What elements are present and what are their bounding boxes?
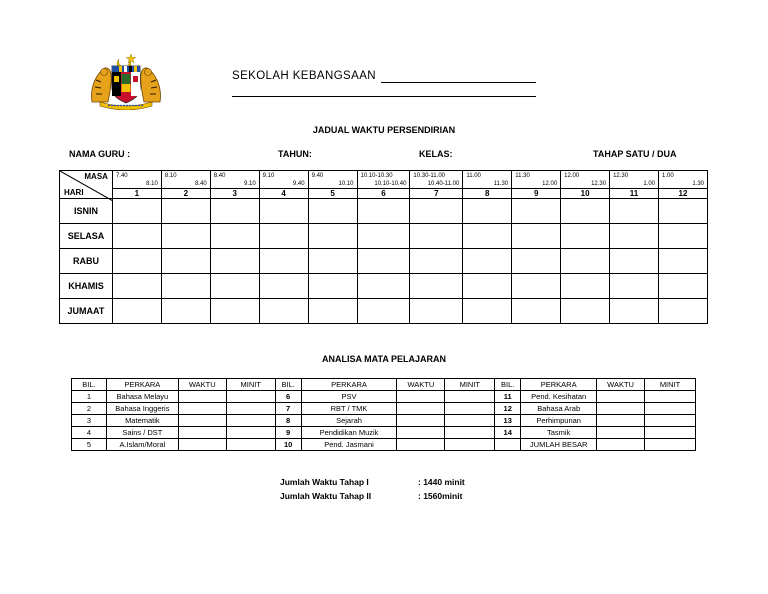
minit-cell[interactable] <box>645 403 696 415</box>
day-row <box>60 274 708 299</box>
timetable-slot[interactable] <box>308 199 357 224</box>
period-end-time: 8.40 <box>195 180 207 187</box>
period-end-time: 10.40-11.00 <box>427 180 460 187</box>
minit-cell[interactable] <box>226 391 275 403</box>
minit-cell[interactable] <box>226 403 275 415</box>
timetable-slot[interactable] <box>463 299 512 324</box>
timetable-slot[interactable] <box>512 199 561 224</box>
period-time-cell <box>357 171 410 189</box>
waktu-cell[interactable] <box>597 391 645 403</box>
timetable-slot[interactable] <box>561 224 610 249</box>
analysis-row <box>72 415 696 427</box>
timetable-slot[interactable] <box>410 199 463 224</box>
waktu-cell[interactable] <box>597 427 645 439</box>
period-number-cell: 7 <box>410 189 463 199</box>
tahap-label: TAHAP SATU / DUA <box>593 149 677 159</box>
period-number-cell: 10 <box>561 189 610 199</box>
timetable-slot[interactable] <box>210 274 259 299</box>
subject-number: 14 <box>495 427 521 439</box>
timetable-slot[interactable] <box>161 224 210 249</box>
timetable-slot[interactable] <box>308 299 357 324</box>
minit-cell[interactable] <box>445 427 495 439</box>
timetable-grid <box>59 170 708 324</box>
day-label: SELASA <box>60 224 113 249</box>
period-end-time: 12.00 <box>542 180 558 187</box>
timetable-slot[interactable] <box>659 249 708 274</box>
timetable-slot[interactable] <box>659 199 708 224</box>
nama-guru-label: NAMA GURU : <box>69 149 131 159</box>
timetable-slot[interactable] <box>357 224 410 249</box>
period-number-cell: 12 <box>659 189 708 199</box>
subject-name: Pendidikan Muzik <box>301 427 397 439</box>
timetable-slot[interactable] <box>112 274 161 299</box>
subject-name: PSV <box>301 391 397 403</box>
timetable-slot[interactable] <box>512 274 561 299</box>
period-time-cell <box>512 171 561 189</box>
minit-cell[interactable] <box>445 415 495 427</box>
timetable-slot[interactable] <box>463 224 512 249</box>
timetable-slot[interactable] <box>259 249 308 274</box>
day-label: RABU <box>60 249 113 274</box>
hari-label: HARI <box>64 188 84 197</box>
day-row <box>60 299 708 324</box>
timetable-slot[interactable] <box>410 299 463 324</box>
minit-cell[interactable] <box>226 439 275 451</box>
timetable-slot[interactable] <box>357 199 410 224</box>
timetable-slot[interactable] <box>259 299 308 324</box>
total-tahap-1-value: : 1440 minit <box>418 477 465 487</box>
period-number-cell: 1 <box>112 189 161 199</box>
period-number-cell: 11 <box>610 189 659 199</box>
period-time-cell <box>561 171 610 189</box>
analysis-header-cell: WAKTU <box>397 379 445 391</box>
subject-number: 5 <box>72 439 107 451</box>
school-address-blank-line <box>232 96 536 97</box>
period-time-cell <box>610 171 659 189</box>
timetable-slot[interactable] <box>161 299 210 324</box>
timetable-title: JADUAL WAKTU PERSENDIRIAN <box>312 125 456 135</box>
timetable-slot[interactable] <box>112 224 161 249</box>
period-start-time: 9.10 <box>262 173 275 179</box>
subject-number: 1 <box>72 391 107 403</box>
analysis-header-cell: PERKARA <box>106 379 178 391</box>
period-time-cell <box>410 171 463 189</box>
subject-number: 12 <box>495 403 521 415</box>
period-start-time: 10.30-11.00 <box>413 173 445 179</box>
timetable-slot[interactable] <box>410 274 463 299</box>
timetable-slot[interactable] <box>659 299 708 324</box>
subject-number: 4 <box>72 427 107 439</box>
period-end-time: 1.00 <box>643 180 655 187</box>
timetable-slot[interactable] <box>161 274 210 299</box>
period-start-time: 12.00 <box>564 173 580 179</box>
subject-number: 2 <box>72 403 107 415</box>
timetable-slot[interactable] <box>161 199 210 224</box>
period-start-time: 9.40 <box>311 173 324 179</box>
timetable-slot[interactable] <box>610 274 659 299</box>
period-number-cell: 8 <box>463 189 512 199</box>
total-tahap-2-value: : 1560minit <box>418 491 463 501</box>
subject-name: Pend. Jasmani <box>301 439 397 451</box>
period-number-cell: 4 <box>259 189 308 199</box>
subject-name: RBT / TMK <box>301 403 397 415</box>
timetable-slot[interactable] <box>112 249 161 274</box>
timetable-slot[interactable] <box>357 299 410 324</box>
subject-number: 13 <box>495 415 521 427</box>
coat-of-arms-logo <box>86 50 166 110</box>
school-name-label: SEKOLAH KEBANGSAAN <box>232 70 376 82</box>
timetable-slot[interactable] <box>259 274 308 299</box>
minit-cell[interactable] <box>645 415 696 427</box>
timetable-slot[interactable] <box>410 249 463 274</box>
period-time-cell <box>659 171 708 189</box>
subject-number: 8 <box>275 415 301 427</box>
waktu-cell[interactable] <box>178 427 226 439</box>
timetable-slot[interactable] <box>561 199 610 224</box>
period-start-time: 1.00 <box>662 173 674 179</box>
analysis-header-cell: BIL. <box>72 379 107 391</box>
timetable-slot[interactable] <box>308 249 357 274</box>
subject-name: A.Islam/Moral <box>106 439 178 451</box>
analysis-header-cell: MINIT <box>226 379 275 391</box>
timetable-slot[interactable] <box>561 299 610 324</box>
analysis-header-cell: PERKARA <box>521 379 597 391</box>
day-label: ISNIN <box>60 199 113 224</box>
period-time-cell <box>161 171 210 189</box>
timetable-slot[interactable] <box>210 224 259 249</box>
subject-number: 11 <box>495 391 521 403</box>
analysis-header-cell: WAKTU <box>178 379 226 391</box>
timetable-slot[interactable] <box>659 224 708 249</box>
waktu-cell[interactable] <box>397 415 445 427</box>
waktu-cell[interactable] <box>397 439 445 451</box>
period-start-time: 10.10-10.30 <box>360 173 393 179</box>
timetable-slot[interactable] <box>410 224 463 249</box>
analysis-header-cell: PERKARA <box>301 379 397 391</box>
minit-cell[interactable] <box>445 391 495 403</box>
time-header-row <box>60 171 708 189</box>
waktu-cell[interactable] <box>397 391 445 403</box>
period-number-row <box>60 189 708 199</box>
timetable-slot[interactable] <box>610 199 659 224</box>
timetable-slot[interactable] <box>308 224 357 249</box>
period-start-time: 12.30 <box>613 173 629 179</box>
period-end-time: 12.30 <box>591 180 607 187</box>
waktu-cell[interactable] <box>597 415 645 427</box>
period-start-time: 11.00 <box>466 173 481 179</box>
waktu-cell[interactable] <box>397 427 445 439</box>
period-time-cell <box>210 171 259 189</box>
day-row <box>60 199 708 224</box>
subject-name: Sains / DST <box>106 427 178 439</box>
subject-name: Bahasa Melayu <box>106 391 178 403</box>
period-end-time: 9.10 <box>243 180 256 187</box>
analysis-header-cell: BIL. <box>495 379 521 391</box>
analysis-title: ANALISA MATA PELAJARAN <box>322 354 446 364</box>
masa-label: MASA <box>84 172 108 181</box>
grand-total-label: JUMLAH BESAR <box>521 439 597 451</box>
kelas-label: KELAS: <box>419 149 453 159</box>
minit-cell[interactable] <box>445 403 495 415</box>
waktu-cell[interactable] <box>597 439 645 451</box>
period-end-time: 9.40 <box>292 180 305 187</box>
subject-number: 7 <box>275 403 301 415</box>
timetable-slot[interactable] <box>512 224 561 249</box>
minit-cell[interactable] <box>445 439 495 451</box>
period-time-cell <box>308 171 357 189</box>
timetable-slot[interactable] <box>112 299 161 324</box>
analysis-table <box>71 378 696 451</box>
analysis-header-cell: BIL. <box>275 379 301 391</box>
period-end-time: 10.10-10.40 <box>374 180 407 187</box>
masa-hari-corner-cell <box>60 171 113 199</box>
analysis-row <box>72 427 696 439</box>
day-label: KHAMIS <box>60 274 113 299</box>
timetable-slot[interactable] <box>463 249 512 274</box>
minit-cell[interactable] <box>645 439 696 451</box>
subject-name: Bahasa Inggeris <box>106 403 178 415</box>
total-tahap-1-label: Jumlah Waktu Tahap I <box>280 477 369 487</box>
timetable-slot[interactable] <box>659 274 708 299</box>
subject-name: Bahasa Arab <box>521 403 597 415</box>
analysis-row <box>72 439 696 451</box>
timetable-slot[interactable] <box>210 199 259 224</box>
minit-cell[interactable] <box>645 427 696 439</box>
total-tahap-2-label: Jumlah Waktu Tahap II <box>280 491 372 501</box>
waktu-cell[interactable] <box>597 403 645 415</box>
period-number-cell: 6 <box>357 189 410 199</box>
subject-name: Pend. Kesihatan <box>521 391 597 403</box>
timetable-slot[interactable] <box>308 274 357 299</box>
minit-cell[interactable] <box>645 391 696 403</box>
subject-name: Perhimpunan <box>521 415 597 427</box>
period-number-cell: 5 <box>308 189 357 199</box>
timetable-slot[interactable] <box>210 249 259 274</box>
timetable-slot[interactable] <box>259 199 308 224</box>
waktu-cell[interactable] <box>178 439 226 451</box>
day-label: JUMAAT <box>60 299 113 324</box>
subject-number: 10 <box>275 439 301 451</box>
analysis-row <box>72 391 696 403</box>
timetable-slot[interactable] <box>610 224 659 249</box>
analysis-header-cell: MINIT <box>645 379 696 391</box>
analysis-header-cell: MINIT <box>445 379 495 391</box>
analysis-header-cell: WAKTU <box>597 379 645 391</box>
waktu-cell[interactable] <box>178 391 226 403</box>
timetable-slot[interactable] <box>561 274 610 299</box>
period-start-time: 11.30 <box>515 173 530 179</box>
timetable-slot[interactable] <box>357 274 410 299</box>
period-end-time: 8.10 <box>146 180 158 187</box>
period-end-time: 11.30 <box>493 180 509 187</box>
subject-name: Tasmik <box>521 427 597 439</box>
waktu-cell[interactable] <box>178 415 226 427</box>
analysis-row <box>72 403 696 415</box>
waktu-cell[interactable] <box>178 403 226 415</box>
subject-number: 3 <box>72 415 107 427</box>
timetable-slot[interactable] <box>463 274 512 299</box>
timetable-slot[interactable] <box>561 249 610 274</box>
timetable-slot[interactable] <box>512 249 561 274</box>
waktu-cell[interactable] <box>397 403 445 415</box>
period-end-time: 1.30 <box>692 180 704 187</box>
subject-name: Matematik <box>106 415 178 427</box>
timetable-slot[interactable] <box>259 224 308 249</box>
timetable-slot[interactable] <box>610 299 659 324</box>
period-start-time: 7.40 <box>115 173 128 179</box>
timetable-slot[interactable] <box>161 249 210 274</box>
subject-name: Sejarah <box>301 415 397 427</box>
timetable-slot[interactable] <box>357 249 410 274</box>
timetable-body <box>60 171 708 324</box>
school-name-blank-line <box>381 82 536 83</box>
day-row <box>60 249 708 274</box>
timetable-slot[interactable] <box>210 299 259 324</box>
minit-cell[interactable] <box>226 415 275 427</box>
subject-number: 9 <box>275 427 301 439</box>
period-time-cell <box>463 171 512 189</box>
subject-number: 6 <box>275 391 301 403</box>
timetable-slot[interactable] <box>112 199 161 224</box>
period-number-cell: 9 <box>512 189 561 199</box>
period-start-time: 8.40 <box>213 173 226 179</box>
period-start-time: 8.10 <box>164 173 177 179</box>
timetable-slot[interactable] <box>463 199 512 224</box>
minit-cell[interactable] <box>226 427 275 439</box>
period-end-time: 10.10 <box>338 180 354 187</box>
timetable-slot[interactable] <box>512 299 561 324</box>
analysis-header-row <box>72 379 696 391</box>
period-number-cell: 2 <box>161 189 210 199</box>
tahun-label: TAHUN: <box>278 149 312 159</box>
period-time-cell <box>112 171 161 189</box>
analysis-body <box>72 379 696 451</box>
day-row <box>60 224 708 249</box>
subject-number <box>495 439 521 451</box>
period-number-cell: 3 <box>210 189 259 199</box>
timetable-slot[interactable] <box>610 249 659 274</box>
period-time-cell <box>259 171 308 189</box>
